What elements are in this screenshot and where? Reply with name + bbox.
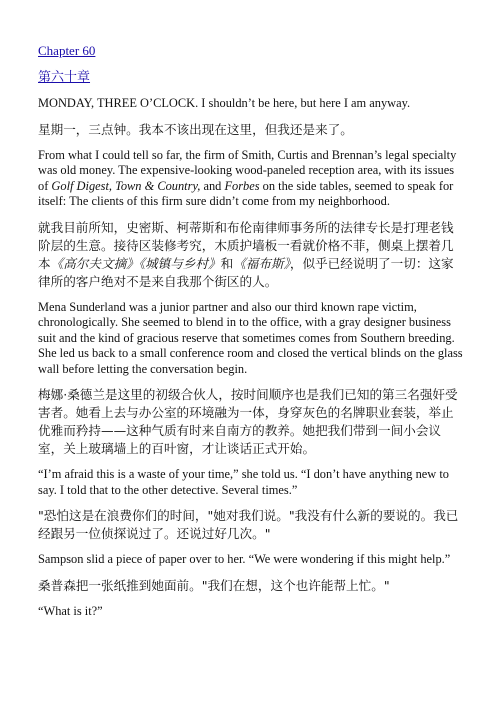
magazine-titles-zh-a: 《高尔夫文摘》《城镇与乡村》 [50, 255, 221, 271]
paragraph-en-2-text-c: on the side tables, seemed to speak for itself: The clients of this firm sure didn’t come from my neighborhood. [38, 178, 454, 208]
paragraph-en-2-text-a: From what I could tell so far, the firm of Smith, Curtis and Brennan’s legal specialty was old money. The expensive-looking wood-paneled reception area, with its issues of [38, 147, 457, 193]
paragraph-en-1: MONDAY, THREE O’CLOCK. I shouldn’t be here, but here I am anyway. [38, 96, 411, 110]
chapter-title-en-link[interactable]: Chapter 60 [38, 43, 96, 58]
magazine-title-zh-forbes: 《福布斯》 [233, 255, 290, 271]
paragraph-zh-4: "恐怕这是在浪费你们的时间，"她对我们说。"我没有什么新的要说的。我已经跟另一位侦探说过了。还说过好几次。" [38, 508, 459, 541]
magazine-titles-a: Golf Digest, Town & Country, [51, 178, 201, 193]
paragraph-en-3: Mena Sunderland was a junior partner and also our third known rape victim, chronologically. She seemed to blend in to the office, with a gray designer business suit and the kind of gracious reserve that sometimes comes from Southern breeding. She led us back to a small conference room and closed the vertical blinds on the glass wall before letting the conversation begin. [38, 299, 463, 376]
paragraph-en-2 [38, 148, 466, 210]
paragraph-zh-3: 梅娜·桑德兰是这里的初级合伙人，按时间顺序也是我们已知的第三名强奸受害者。她看上去与办公室的环境融为一体，身穿灰色的名牌职业套装，举止优雅而矜持——这种气质有时来自南方的教养。她把我们带到一间小会议室，关上玻璃墙上的百叶窗，才让谈话正式开始。 [38, 387, 458, 456]
chapter-page [38, 42, 466, 619]
paragraph-en-2-text-b: and [200, 178, 225, 193]
paragraph-en-6: “What is it?” [38, 603, 103, 618]
paragraph-zh-2-text-c: ，似乎已经说明了一切：这家律所的客户绝对不是来自我那个街区的人。 [38, 255, 454, 289]
paragraph-en-4: “I’m afraid this is a waste of your time,” she told us. “I don’t have anything new to say. I told that to the other detective. Several times.” [38, 467, 449, 497]
paragraph-zh-2-text-b: 和 [220, 255, 234, 271]
paragraph-zh-1: 星期一，三点钟。我本不该出现在这里，但我还是来了。 [38, 121, 353, 137]
chapter-title-en-row [38, 42, 466, 60]
paragraph-en-5: Sampson slid a piece of paper over to her. “We were wondering if this might help.” [38, 552, 451, 566]
chapter-title-zh-row [38, 68, 466, 86]
chapter-title-zh-link[interactable]: 第六十章 [38, 70, 91, 85]
paragraph-zh-2 [38, 219, 466, 291]
paragraph-zh-5: 桑普森把一张纸推到她面前。"我们在想，这个也许能帮上忙。" [38, 577, 390, 593]
paragraph-zh-2-text-a: 就我目前所知，史密斯、柯蒂斯和布伦南律师事务所的法律专长是打理老钱阶层的生意。接待区装修考究，木质护墙板一看就价格不菲，侧桌上摆着几本 [38, 219, 454, 271]
magazine-title-forbes: Forbes [224, 178, 260, 193]
